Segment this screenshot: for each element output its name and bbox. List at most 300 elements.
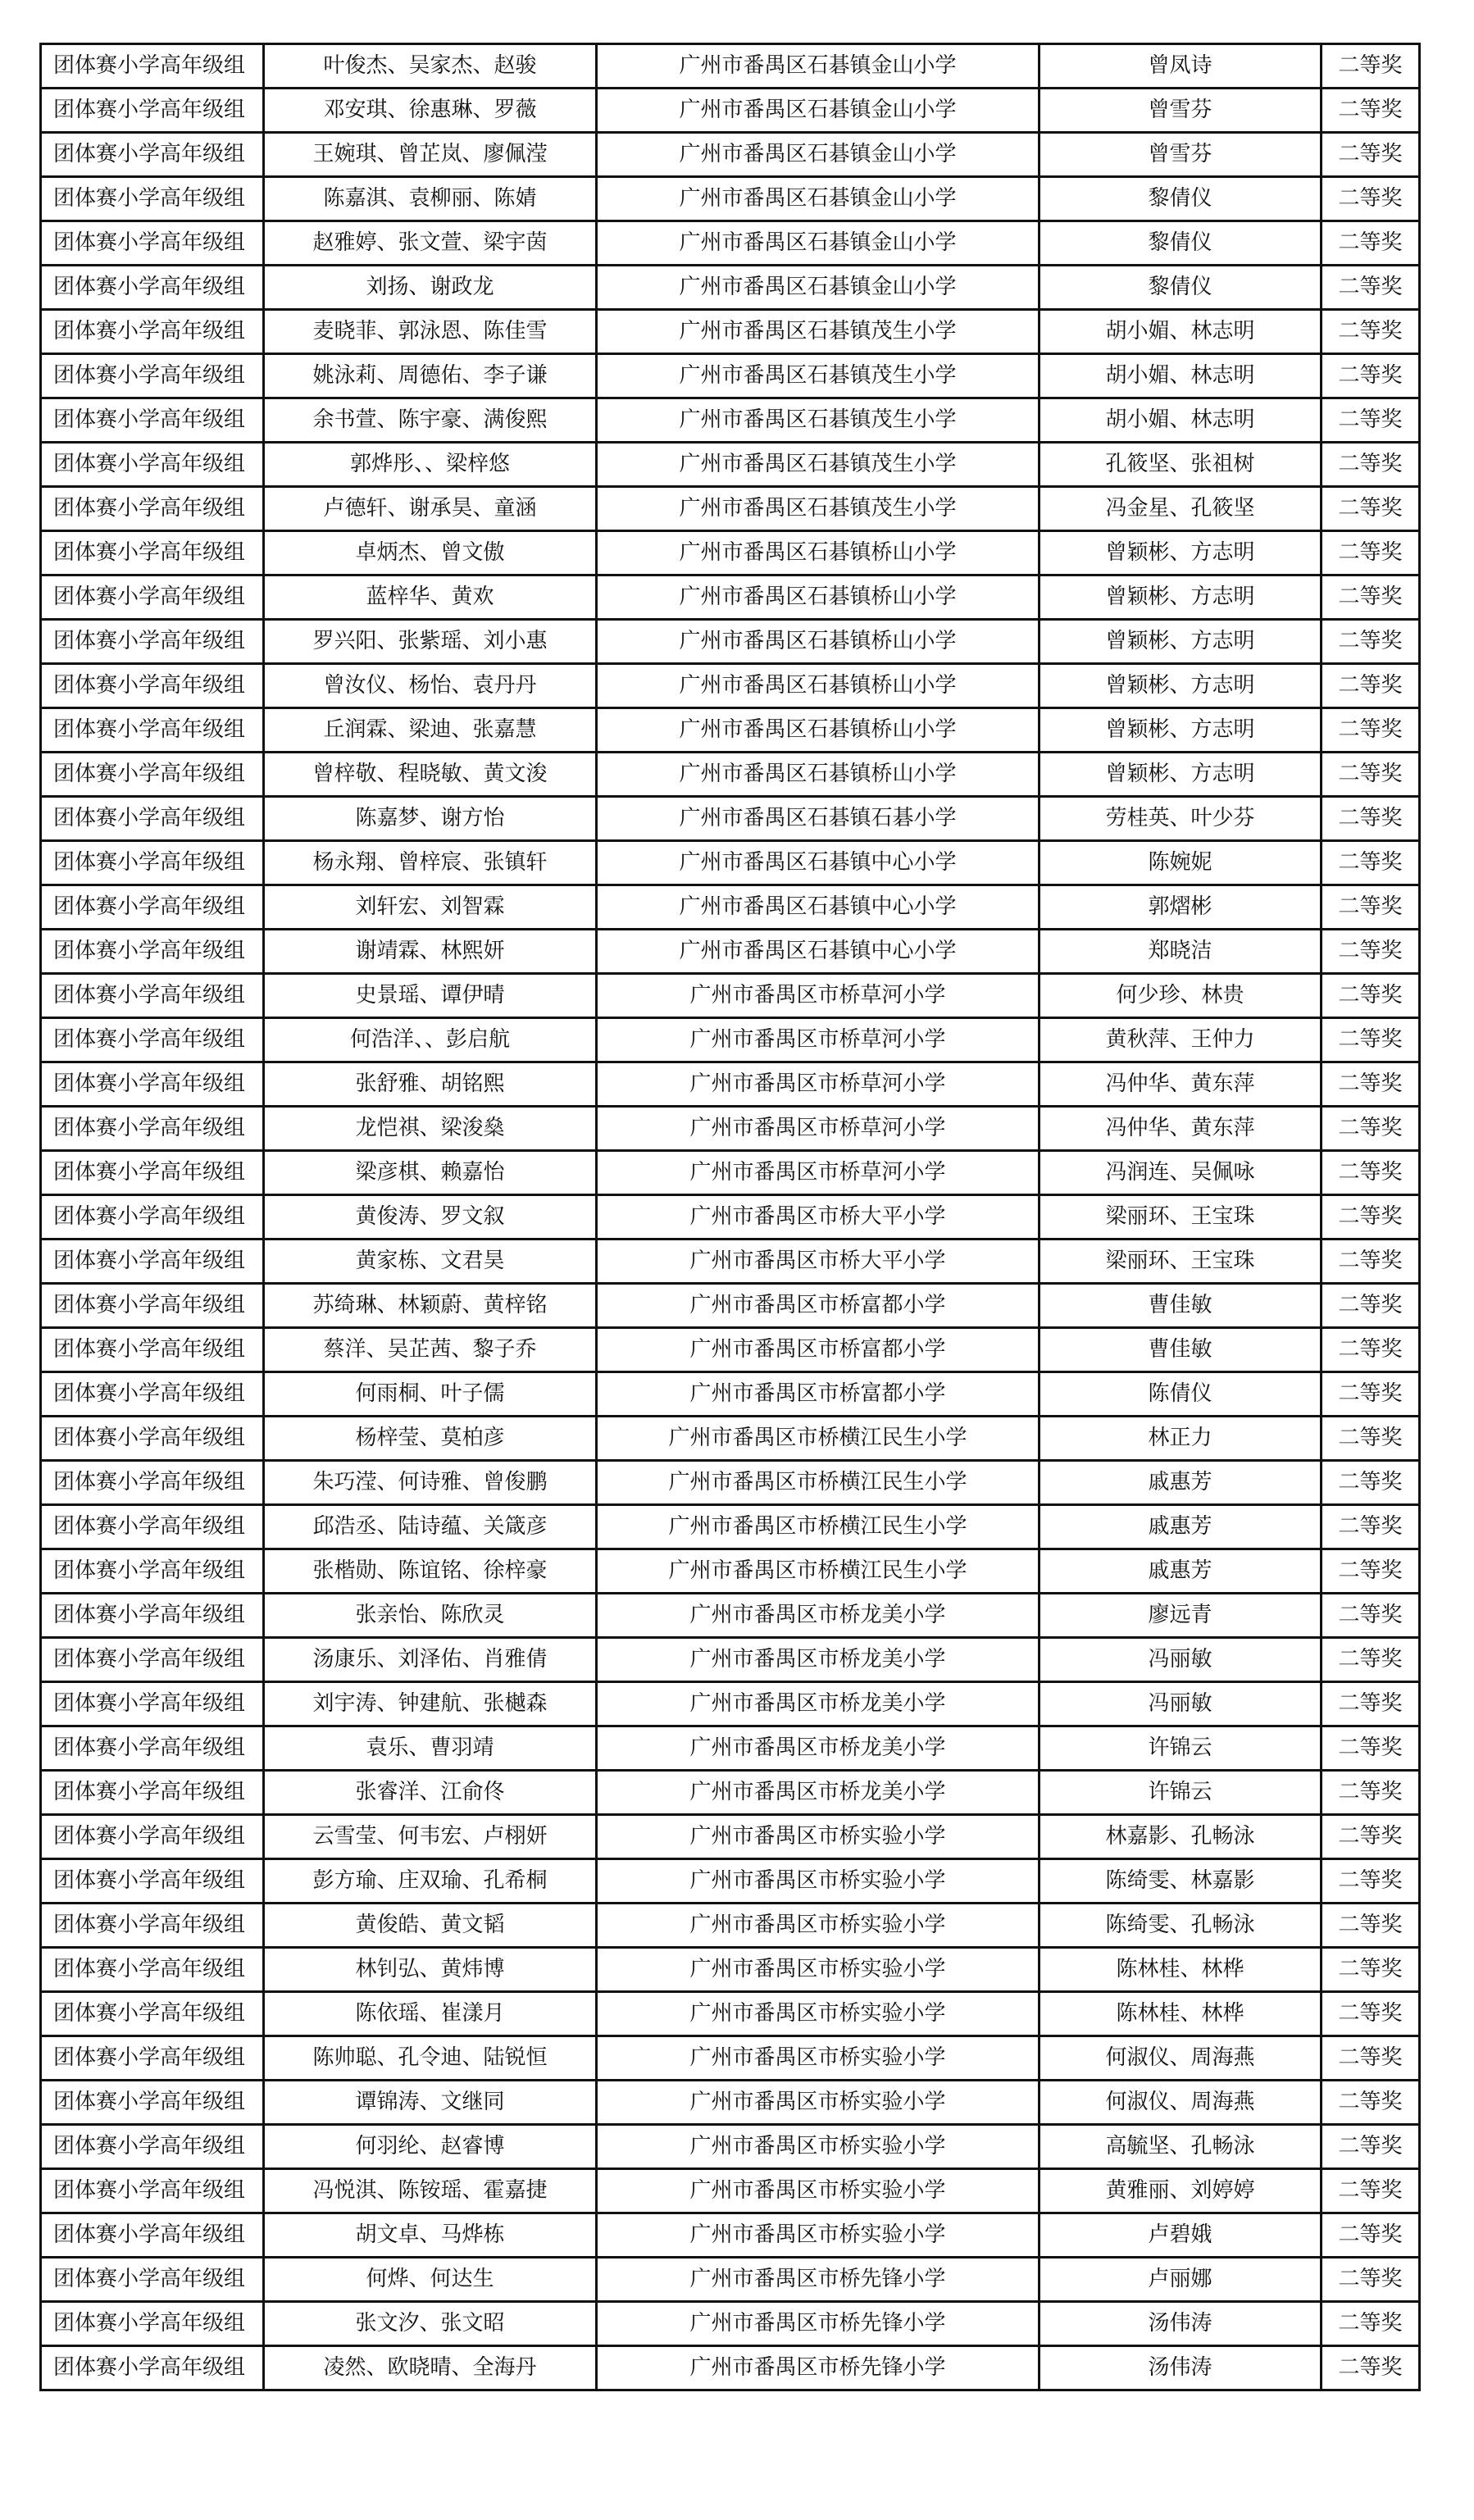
table-row xyxy=(41,1859,1420,1904)
award-cell: 二等奖 xyxy=(1322,1284,1420,1328)
category-cell: 团体赛小学高年级组 xyxy=(41,1638,264,1682)
school-cell: 广州市番禺区石碁镇桥山小学 xyxy=(597,708,1040,753)
award-cell: 二等奖 xyxy=(1322,2081,1420,2125)
category-cell: 团体赛小学高年级组 xyxy=(41,1771,264,1815)
award-cell: 二等奖 xyxy=(1322,133,1420,177)
coach-cell: 冯仲华、黄东萍 xyxy=(1040,1107,1322,1151)
award-cell: 二等奖 xyxy=(1322,575,1420,620)
award-cell: 二等奖 xyxy=(1322,885,1420,930)
coach-cell: 胡小媚、林志明 xyxy=(1040,354,1322,398)
coach-cell: 何淑仪、周海燕 xyxy=(1040,2036,1322,2081)
table-row xyxy=(41,1107,1420,1151)
award-cell: 二等奖 xyxy=(1322,89,1420,133)
table-row xyxy=(41,1948,1420,1992)
team-members-cell: 梁彦棋、赖嘉怡 xyxy=(264,1151,597,1195)
category-cell: 团体赛小学高年级组 xyxy=(41,1062,264,1107)
table-row xyxy=(41,1195,1420,1240)
coach-cell: 郑晓洁 xyxy=(1040,930,1322,974)
team-members-cell: 袁乐、曹羽靖 xyxy=(264,1726,597,1771)
award-cell: 二等奖 xyxy=(1322,1859,1420,1904)
school-cell: 广州市番禺区市桥实验小学 xyxy=(597,1859,1040,1904)
coach-cell: 梁丽环、王宝珠 xyxy=(1040,1195,1322,1240)
table-row xyxy=(41,2036,1420,2081)
school-cell: 广州市番禺区石碁镇茂生小学 xyxy=(597,443,1040,487)
table-row xyxy=(41,1682,1420,1726)
table-row xyxy=(41,2302,1420,2346)
coach-cell: 许锦云 xyxy=(1040,1726,1322,1771)
team-members-cell: 卓炳杰、曾文傲 xyxy=(264,531,597,575)
category-cell: 团体赛小学高年级组 xyxy=(41,1417,264,1461)
table-row xyxy=(41,708,1420,753)
team-members-cell: 杨梓莹、莫柏彦 xyxy=(264,1417,597,1461)
coach-cell: 胡小媚、林志明 xyxy=(1040,398,1322,443)
team-members-cell: 杨永翔、曾梓宸、张镇轩 xyxy=(264,841,597,885)
award-cell: 二等奖 xyxy=(1322,1992,1420,2036)
coach-cell: 郭熠彬 xyxy=(1040,885,1322,930)
table-row xyxy=(41,2213,1420,2258)
table-row xyxy=(41,89,1420,133)
coach-cell: 高毓坚、孔畅泳 xyxy=(1040,2125,1322,2169)
award-cell: 二等奖 xyxy=(1322,2036,1420,2081)
category-cell: 团体赛小学高年级组 xyxy=(41,2258,264,2302)
school-cell: 广州市番禺区石碁镇茂生小学 xyxy=(597,354,1040,398)
table-row xyxy=(41,1549,1420,1594)
category-cell: 团体赛小学高年级组 xyxy=(41,1505,264,1549)
team-members-cell: 汤康乐、刘泽佑、肖雅倩 xyxy=(264,1638,597,1682)
team-members-cell: 胡文卓、马烨栋 xyxy=(264,2213,597,2258)
award-cell: 二等奖 xyxy=(1322,177,1420,221)
category-cell: 团体赛小学高年级组 xyxy=(41,89,264,133)
award-cell: 二等奖 xyxy=(1322,1195,1420,1240)
award-cell: 二等奖 xyxy=(1322,708,1420,753)
coach-cell: 曾颖彬、方志明 xyxy=(1040,575,1322,620)
school-cell: 广州市番禺区市桥龙美小学 xyxy=(597,1726,1040,1771)
team-members-cell: 罗兴阳、张紫瑶、刘小惠 xyxy=(264,620,597,664)
award-cell: 二等奖 xyxy=(1322,1328,1420,1372)
award-cell: 二等奖 xyxy=(1322,310,1420,354)
table-row xyxy=(41,2081,1420,2125)
coach-cell: 黎倩仪 xyxy=(1040,177,1322,221)
category-cell: 团体赛小学高年级组 xyxy=(41,841,264,885)
team-members-cell: 龙恺祺、梁浚燊 xyxy=(264,1107,597,1151)
award-cell: 二等奖 xyxy=(1322,1726,1420,1771)
table-row xyxy=(41,1062,1420,1107)
category-cell: 团体赛小学高年级组 xyxy=(41,885,264,930)
team-members-cell: 蔡洋、吴芷茜、黎子乔 xyxy=(264,1328,597,1372)
school-cell: 广州市番禺区市桥大平小学 xyxy=(597,1195,1040,1240)
school-cell: 广州市番禺区市桥草河小学 xyxy=(597,974,1040,1018)
school-cell: 广州市番禺区市桥草河小学 xyxy=(597,1062,1040,1107)
category-cell: 团体赛小学高年级组 xyxy=(41,2036,264,2081)
award-cell: 二等奖 xyxy=(1322,930,1420,974)
category-cell: 团体赛小学高年级组 xyxy=(41,133,264,177)
table-row xyxy=(41,1815,1420,1859)
team-members-cell: 赵雅婷、张文萱、梁宇茵 xyxy=(264,221,597,266)
table-row xyxy=(41,1594,1420,1638)
table-row xyxy=(41,2258,1420,2302)
school-cell: 广州市番禺区石碁镇石碁小学 xyxy=(597,797,1040,841)
school-cell: 广州市番禺区市桥先锋小学 xyxy=(597,2346,1040,2390)
award-cell: 二等奖 xyxy=(1322,2125,1420,2169)
category-cell: 团体赛小学高年级组 xyxy=(41,1549,264,1594)
award-cell: 二等奖 xyxy=(1322,797,1420,841)
school-cell: 广州市番禺区石碁镇金山小学 xyxy=(597,133,1040,177)
table-row xyxy=(41,487,1420,531)
team-members-cell: 刘轩宏、刘智霖 xyxy=(264,885,597,930)
school-cell: 广州市番禺区石碁镇桥山小学 xyxy=(597,620,1040,664)
category-cell: 团体赛小学高年级组 xyxy=(41,930,264,974)
coach-cell: 曾雪芬 xyxy=(1040,133,1322,177)
award-cell: 二等奖 xyxy=(1322,1638,1420,1682)
award-cell: 二等奖 xyxy=(1322,1594,1420,1638)
school-cell: 广州市番禺区市桥富都小学 xyxy=(597,1372,1040,1417)
table-row xyxy=(41,797,1420,841)
coach-cell: 戚惠芳 xyxy=(1040,1505,1322,1549)
team-members-cell: 麦晓菲、郭泳恩、陈佳雪 xyxy=(264,310,597,354)
coach-cell: 戚惠芳 xyxy=(1040,1461,1322,1505)
team-members-cell: 林钊弘、黄炜博 xyxy=(264,1948,597,1992)
team-members-cell: 谭锦涛、文继同 xyxy=(264,2081,597,2125)
category-cell: 团体赛小学高年级组 xyxy=(41,1195,264,1240)
team-members-cell: 黄家栋、文君昊 xyxy=(264,1240,597,1284)
category-cell: 团体赛小学高年级组 xyxy=(41,1815,264,1859)
category-cell: 团体赛小学高年级组 xyxy=(41,1240,264,1284)
category-cell: 团体赛小学高年级组 xyxy=(41,575,264,620)
school-cell: 广州市番禺区市桥龙美小学 xyxy=(597,1594,1040,1638)
school-cell: 广州市番禺区石碁镇桥山小学 xyxy=(597,531,1040,575)
award-cell: 二等奖 xyxy=(1322,1372,1420,1417)
coach-cell: 陈倩仪 xyxy=(1040,1372,1322,1417)
coach-cell: 曾颖彬、方志明 xyxy=(1040,620,1322,664)
team-members-cell: 余书萱、陈宇豪、满俊熙 xyxy=(264,398,597,443)
category-cell: 团体赛小学高年级组 xyxy=(41,310,264,354)
school-cell: 广州市番禺区石碁镇金山小学 xyxy=(597,44,1040,89)
table-row xyxy=(41,133,1420,177)
table-row xyxy=(41,620,1420,664)
school-cell: 广州市番禺区市桥实验小学 xyxy=(597,2213,1040,2258)
award-cell: 二等奖 xyxy=(1322,753,1420,797)
team-members-cell: 何浩洋、、彭启航 xyxy=(264,1018,597,1062)
category-cell: 团体赛小学高年级组 xyxy=(41,1018,264,1062)
category-cell: 团体赛小学高年级组 xyxy=(41,1859,264,1904)
table-row xyxy=(41,1151,1420,1195)
coach-cell: 陈林桂、林桦 xyxy=(1040,1992,1322,2036)
category-cell: 团体赛小学高年级组 xyxy=(41,1107,264,1151)
category-cell: 团体赛小学高年级组 xyxy=(41,2346,264,2390)
table-row xyxy=(41,1328,1420,1372)
coach-cell: 曾颖彬、方志明 xyxy=(1040,708,1322,753)
coach-cell: 何淑仪、周海燕 xyxy=(1040,2081,1322,2125)
table-row xyxy=(41,1018,1420,1062)
school-cell: 广州市番禺区市桥大平小学 xyxy=(597,1240,1040,1284)
school-cell: 广州市番禺区石碁镇桥山小学 xyxy=(597,753,1040,797)
team-members-cell: 陈依瑶、崔漾月 xyxy=(264,1992,597,2036)
category-cell: 团体赛小学高年级组 xyxy=(41,487,264,531)
team-members-cell: 邱浩丞、陆诗蕴、关箴彦 xyxy=(264,1505,597,1549)
award-cell: 二等奖 xyxy=(1322,1904,1420,1948)
table-row xyxy=(41,2346,1420,2390)
category-cell: 团体赛小学高年级组 xyxy=(41,443,264,487)
award-cell: 二等奖 xyxy=(1322,443,1420,487)
category-cell: 团体赛小学高年级组 xyxy=(41,2213,264,2258)
school-cell: 广州市番禺区市桥实验小学 xyxy=(597,1948,1040,1992)
school-cell: 广州市番禺区市桥横江民生小学 xyxy=(597,1505,1040,1549)
coach-cell: 黄秋萍、王仲力 xyxy=(1040,1018,1322,1062)
school-cell: 广州市番禺区市桥草河小学 xyxy=(597,1107,1040,1151)
category-cell: 团体赛小学高年级组 xyxy=(41,664,264,708)
award-cell: 二等奖 xyxy=(1322,1771,1420,1815)
table-row xyxy=(41,575,1420,620)
coach-cell: 冯金星、孔筱坚 xyxy=(1040,487,1322,531)
category-cell: 团体赛小学高年级组 xyxy=(41,797,264,841)
school-cell: 广州市番禺区市桥实验小学 xyxy=(597,2081,1040,2125)
coach-cell: 曾凤诗 xyxy=(1040,44,1322,89)
table-row xyxy=(41,531,1420,575)
table-row xyxy=(41,841,1420,885)
team-members-cell: 曾梓敬、程晓敏、黄文浚 xyxy=(264,753,597,797)
category-cell: 团体赛小学高年级组 xyxy=(41,266,264,310)
school-cell: 广州市番禺区市桥实验小学 xyxy=(597,1815,1040,1859)
team-members-cell: 史景瑶、谭伊晴 xyxy=(264,974,597,1018)
table-row xyxy=(41,266,1420,310)
award-cell: 二等奖 xyxy=(1322,2346,1420,2390)
team-members-cell: 何烨、何达生 xyxy=(264,2258,597,2302)
school-cell: 广州市番禺区市桥龙美小学 xyxy=(597,1771,1040,1815)
school-cell: 广州市番禺区市桥实验小学 xyxy=(597,2169,1040,2213)
school-cell: 广州市番禺区市桥龙美小学 xyxy=(597,1682,1040,1726)
school-cell: 广州市番禺区市桥先锋小学 xyxy=(597,2302,1040,2346)
award-table xyxy=(39,43,1421,2391)
table-row xyxy=(41,1992,1420,2036)
category-cell: 团体赛小学高年级组 xyxy=(41,1726,264,1771)
team-members-cell: 郭烨彤、、梁梓悠 xyxy=(264,443,597,487)
coach-cell: 黎倩仪 xyxy=(1040,266,1322,310)
coach-cell: 胡小媚、林志明 xyxy=(1040,310,1322,354)
award-cell: 二等奖 xyxy=(1322,620,1420,664)
school-cell: 广州市番禺区市桥先锋小学 xyxy=(597,2258,1040,2302)
team-members-cell: 邓安琪、徐惠琳、罗薇 xyxy=(264,89,597,133)
team-members-cell: 苏绮琳、林颖蔚、黄梓铭 xyxy=(264,1284,597,1328)
school-cell: 广州市番禺区石碁镇桥山小学 xyxy=(597,664,1040,708)
team-members-cell: 何雨桐、叶子儒 xyxy=(264,1372,597,1417)
school-cell: 广州市番禺区石碁镇茂生小学 xyxy=(597,398,1040,443)
team-members-cell: 蓝梓华、黄欢 xyxy=(264,575,597,620)
team-members-cell: 朱巧滢、何诗雅、曾俊鹏 xyxy=(264,1461,597,1505)
table-row xyxy=(41,753,1420,797)
category-cell: 团体赛小学高年级组 xyxy=(41,974,264,1018)
school-cell: 广州市番禺区市桥富都小学 xyxy=(597,1284,1040,1328)
school-cell: 广州市番禺区石碁镇茂生小学 xyxy=(597,310,1040,354)
coach-cell: 曾颖彬、方志明 xyxy=(1040,753,1322,797)
school-cell: 广州市番禺区市桥实验小学 xyxy=(597,1992,1040,2036)
table-row xyxy=(41,443,1420,487)
team-members-cell: 曾汝仪、杨怡、袁丹丹 xyxy=(264,664,597,708)
coach-cell: 陈林桂、林桦 xyxy=(1040,1948,1322,1992)
award-cell: 二等奖 xyxy=(1322,221,1420,266)
table-row xyxy=(41,44,1420,89)
category-cell: 团体赛小学高年级组 xyxy=(41,2081,264,2125)
award-cell: 二等奖 xyxy=(1322,1461,1420,1505)
award-cell: 二等奖 xyxy=(1322,1018,1420,1062)
category-cell: 团体赛小学高年级组 xyxy=(41,177,264,221)
team-members-cell: 丘润霖、梁迪、张嘉慧 xyxy=(264,708,597,753)
category-cell: 团体赛小学高年级组 xyxy=(41,1992,264,2036)
award-cell: 二等奖 xyxy=(1322,2302,1420,2346)
team-members-cell: 凌然、欧晓晴、全海丹 xyxy=(264,2346,597,2390)
coach-cell: 冯丽敏 xyxy=(1040,1638,1322,1682)
award-cell: 二等奖 xyxy=(1322,1815,1420,1859)
category-cell: 团体赛小学高年级组 xyxy=(41,1461,264,1505)
table-row xyxy=(41,2125,1420,2169)
category-cell: 团体赛小学高年级组 xyxy=(41,1594,264,1638)
coach-cell: 劳桂英、叶少芬 xyxy=(1040,797,1322,841)
table-row xyxy=(41,1372,1420,1417)
coach-cell: 梁丽环、王宝珠 xyxy=(1040,1240,1322,1284)
team-members-cell: 张亲怡、陈欣灵 xyxy=(264,1594,597,1638)
award-cell: 二等奖 xyxy=(1322,1240,1420,1284)
table-row xyxy=(41,930,1420,974)
category-cell: 团体赛小学高年级组 xyxy=(41,1904,264,1948)
table-row xyxy=(41,310,1420,354)
school-cell: 广州市番禺区市桥横江民生小学 xyxy=(597,1549,1040,1594)
coach-cell: 林嘉影、孔畅泳 xyxy=(1040,1815,1322,1859)
award-cell: 二等奖 xyxy=(1322,1417,1420,1461)
team-members-cell: 陈嘉梦、谢方怡 xyxy=(264,797,597,841)
school-cell: 广州市番禺区石碁镇中心小学 xyxy=(597,885,1040,930)
coach-cell: 冯丽敏 xyxy=(1040,1682,1322,1726)
award-cell: 二等奖 xyxy=(1322,1062,1420,1107)
award-cell: 二等奖 xyxy=(1322,2258,1420,2302)
school-cell: 广州市番禺区石碁镇金山小学 xyxy=(597,89,1040,133)
table-row xyxy=(41,885,1420,930)
team-members-cell: 刘宇涛、钟建航、张樾森 xyxy=(264,1682,597,1726)
school-cell: 广州市番禺区市桥龙美小学 xyxy=(597,1638,1040,1682)
award-cell: 二等奖 xyxy=(1322,974,1420,1018)
team-members-cell: 刘扬、谢政龙 xyxy=(264,266,597,310)
category-cell: 团体赛小学高年级组 xyxy=(41,354,264,398)
table-row xyxy=(41,1461,1420,1505)
team-members-cell: 黄俊皓、黄文韬 xyxy=(264,1904,597,1948)
table-row xyxy=(41,1904,1420,1948)
team-members-cell: 云雪莹、何韦宏、卢栩妍 xyxy=(264,1815,597,1859)
team-members-cell: 谢靖霖、林熙妍 xyxy=(264,930,597,974)
coach-cell: 曹佳敏 xyxy=(1040,1328,1322,1372)
category-cell: 团体赛小学高年级组 xyxy=(41,1948,264,1992)
table-row xyxy=(41,664,1420,708)
category-cell: 团体赛小学高年级组 xyxy=(41,708,264,753)
category-cell: 团体赛小学高年级组 xyxy=(41,1328,264,1372)
coach-cell: 黎倩仪 xyxy=(1040,221,1322,266)
award-cell: 二等奖 xyxy=(1322,1682,1420,1726)
coach-cell: 曹佳敏 xyxy=(1040,1284,1322,1328)
award-cell: 二等奖 xyxy=(1322,44,1420,89)
coach-cell: 冯润连、吴佩咏 xyxy=(1040,1151,1322,1195)
award-cell: 二等奖 xyxy=(1322,1505,1420,1549)
school-cell: 广州市番禺区石碁镇茂生小学 xyxy=(597,487,1040,531)
table-row xyxy=(41,1726,1420,1771)
coach-cell: 冯仲华、黄东萍 xyxy=(1040,1062,1322,1107)
team-members-cell: 张文汐、张文昭 xyxy=(264,2302,597,2346)
school-cell: 广州市番禺区市桥实验小学 xyxy=(597,2036,1040,2081)
award-table-body xyxy=(41,44,1420,2390)
category-cell: 团体赛小学高年级组 xyxy=(41,620,264,664)
award-cell: 二等奖 xyxy=(1322,1151,1420,1195)
coach-cell: 曾雪芬 xyxy=(1040,89,1322,133)
category-cell: 团体赛小学高年级组 xyxy=(41,1151,264,1195)
team-members-cell: 张睿洋、江俞佟 xyxy=(264,1771,597,1815)
coach-cell: 陈绮雯、孔畅泳 xyxy=(1040,1904,1322,1948)
table-row xyxy=(41,1417,1420,1461)
team-members-cell: 张舒雅、胡铭熙 xyxy=(264,1062,597,1107)
team-members-cell: 陈嘉淇、袁柳丽、陈婧 xyxy=(264,177,597,221)
table-row xyxy=(41,2169,1420,2213)
coach-cell: 陈绮雯、林嘉影 xyxy=(1040,1859,1322,1904)
table-row xyxy=(41,1638,1420,1682)
award-cell: 二等奖 xyxy=(1322,266,1420,310)
coach-cell: 孔筱坚、张祖树 xyxy=(1040,443,1322,487)
award-cell: 二等奖 xyxy=(1322,2169,1420,2213)
category-cell: 团体赛小学高年级组 xyxy=(41,221,264,266)
coach-cell: 曾颖彬、方志明 xyxy=(1040,531,1322,575)
coach-cell: 陈婉妮 xyxy=(1040,841,1322,885)
award-cell: 二等奖 xyxy=(1322,354,1420,398)
coach-cell: 卢丽娜 xyxy=(1040,2258,1322,2302)
table-row xyxy=(41,974,1420,1018)
team-members-cell: 姚泳莉、周德佑、李子谦 xyxy=(264,354,597,398)
award-cell: 二等奖 xyxy=(1322,1549,1420,1594)
table-row xyxy=(41,1284,1420,1328)
award-cell: 二等奖 xyxy=(1322,841,1420,885)
coach-cell: 戚惠芳 xyxy=(1040,1549,1322,1594)
category-cell: 团体赛小学高年级组 xyxy=(41,531,264,575)
coach-cell: 黄雅丽、刘婷婷 xyxy=(1040,2169,1322,2213)
table-row xyxy=(41,1771,1420,1815)
award-cell: 二等奖 xyxy=(1322,1107,1420,1151)
school-cell: 广州市番禺区市桥草河小学 xyxy=(597,1151,1040,1195)
category-cell: 团体赛小学高年级组 xyxy=(41,1682,264,1726)
team-members-cell: 何羽纶、赵睿博 xyxy=(264,2125,597,2169)
table-row xyxy=(41,221,1420,266)
school-cell: 广州市番禺区市桥富都小学 xyxy=(597,1328,1040,1372)
award-cell: 二等奖 xyxy=(1322,664,1420,708)
coach-cell: 许锦云 xyxy=(1040,1771,1322,1815)
category-cell: 团体赛小学高年级组 xyxy=(41,398,264,443)
category-cell: 团体赛小学高年级组 xyxy=(41,2169,264,2213)
table-row xyxy=(41,1240,1420,1284)
school-cell: 广州市番禺区石碁镇金山小学 xyxy=(597,266,1040,310)
category-cell: 团体赛小学高年级组 xyxy=(41,2302,264,2346)
school-cell: 广州市番禺区市桥横江民生小学 xyxy=(597,1461,1040,1505)
coach-cell: 何少珍、林贵 xyxy=(1040,974,1322,1018)
coach-cell: 曾颖彬、方志明 xyxy=(1040,664,1322,708)
school-cell: 广州市番禺区市桥横江民生小学 xyxy=(597,1417,1040,1461)
category-cell: 团体赛小学高年级组 xyxy=(41,2125,264,2169)
table-row xyxy=(41,354,1420,398)
category-cell: 团体赛小学高年级组 xyxy=(41,44,264,89)
school-cell: 广州市番禺区石碁镇金山小学 xyxy=(597,221,1040,266)
coach-cell: 汤伟涛 xyxy=(1040,2346,1322,2390)
team-members-cell: 叶俊杰、吴家杰、赵骏 xyxy=(264,44,597,89)
team-members-cell: 卢德轩、谢承昊、童涵 xyxy=(264,487,597,531)
award-cell: 二等奖 xyxy=(1322,531,1420,575)
table-row xyxy=(41,398,1420,443)
coach-cell: 林正力 xyxy=(1040,1417,1322,1461)
team-members-cell: 黄俊涛、罗文叙 xyxy=(264,1195,597,1240)
school-cell: 广州市番禺区市桥实验小学 xyxy=(597,1904,1040,1948)
category-cell: 团体赛小学高年级组 xyxy=(41,753,264,797)
team-members-cell: 彭方瑜、庄双瑜、孔希桐 xyxy=(264,1859,597,1904)
school-cell: 广州市番禺区石碁镇中心小学 xyxy=(597,930,1040,974)
